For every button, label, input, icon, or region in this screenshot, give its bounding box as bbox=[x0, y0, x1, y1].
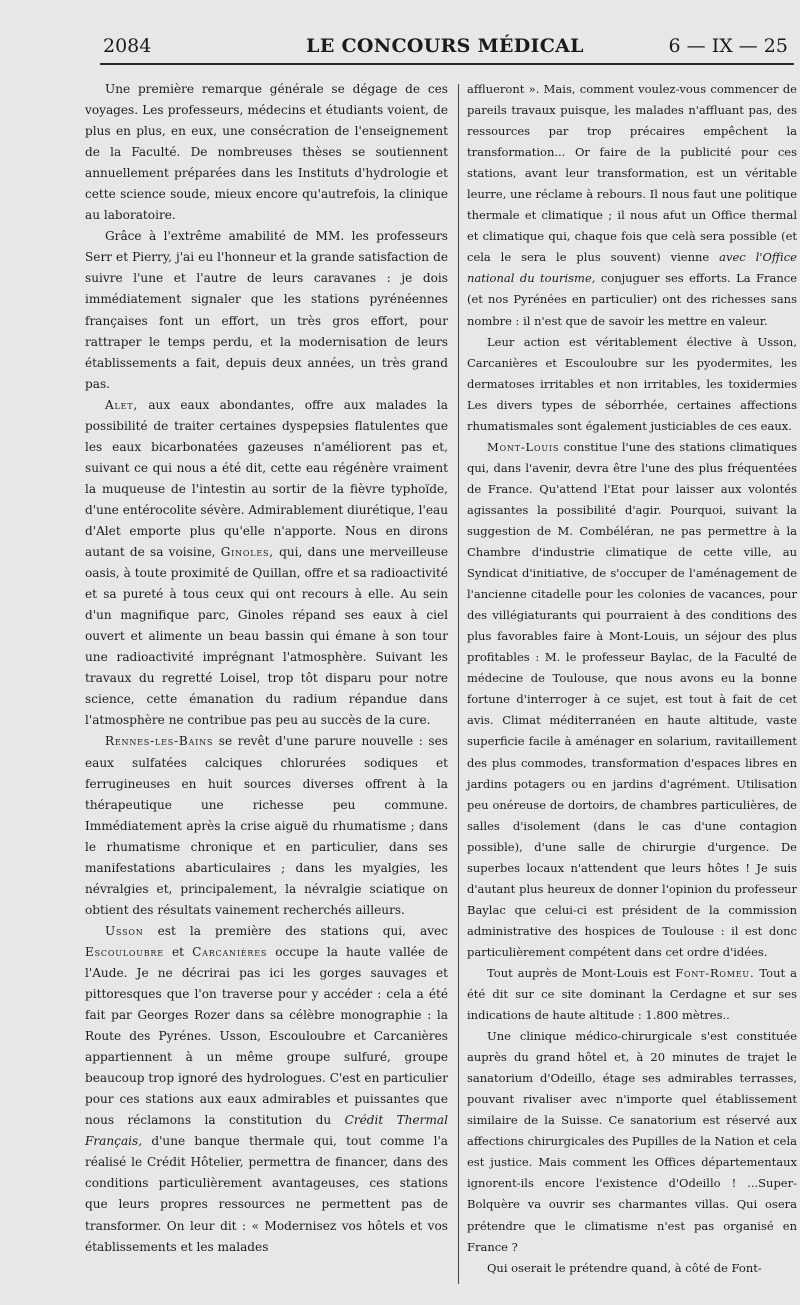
italic-text: avec l'Office national du tourisme, bbox=[467, 250, 797, 286]
paragraph-text: est la première des stations qui, avec bbox=[143, 923, 448, 938]
paragraph-text: Tout auprès de Mont-Louis est bbox=[487, 965, 676, 980]
station-name: Font-Romeu. bbox=[675, 965, 755, 980]
italic-text: Crédit Thermal Français, bbox=[85, 1113, 448, 1149]
paragraph-text: aux eaux abondantes, offre aux malades la possibilité de traiter certaines dyspepsies flatulentes que les eaux bicarbonatées gazeuses n'améliorent pas et, suivant ce qui nous a été dit, cette eau régénère vraiment la muqueuse de l'intestin au sortir de la fièvre typhoïde, d'une entérocolite sévère. Admirablement diurétique, l'eau d'Alet emporte plus qu'elle n'apporte. Nous en dirons autant de sa voisine, bbox=[85, 397, 448, 560]
paragraph-rennes bbox=[85, 731, 448, 920]
paragraph-text: occupe la haute vallée de l'Aude. Je ne décrirai pas ici les gorges sauvages et pittoresques que l'on traverse pour y accéder : cela a été fait par Georges Rozer dans sa célèbre monographie : la Route des Pyrénes. Usson, Escouloubre et Carcanières appartiennent à un même groupe sulfuré, groupe beaucoup trop ignoré des hydrologues. C'est en particulier pour ces stations aux eaux admirables et puissantes que nous réclamons la constitution du bbox=[85, 944, 448, 1128]
issue-date: 6 — IX — 25 bbox=[668, 35, 788, 57]
paragraph-text: Tout a été dit sur ce site dominant la Cerdagne et sur ses indications de haute altitude : 1.800 mètres.. bbox=[467, 965, 797, 1023]
paragraph-text: se revêt d'une parure nouvelle : ses eaux sulfatées calciques chlorurées sodiques et ferrugineuses en huit sources diverses offrent à la thérapeutique une richesse peu commune. Immédiatement après la crise aiguë du rhumatisme ; dans le rhumatisme chronique et en particulier, dans ses manifestations abarticulaires ; dans les myalgies, les névralgies et, principalement, la névralgie sciatique on obtient des résultats vainement recherchés ailleurs. bbox=[85, 734, 448, 917]
station-name: Escouloubre bbox=[85, 944, 164, 959]
running-header bbox=[100, 34, 790, 60]
station-name: Usson bbox=[105, 923, 144, 938]
paragraph: Leur action est véritablement élective à Usson, Carcanières et Escouloubre sur les pyodermites, les dermatoses irritables et non irritables, les toxidermies Les divers types de séborrhée, certaines affections rhumatismales sont également justiciables de ces eaux. bbox=[467, 334, 797, 433]
paragraph-usson bbox=[85, 921, 448, 1258]
right-column bbox=[467, 79, 797, 1279]
journal-title: LE CONCOURS MÉDICAL bbox=[306, 35, 584, 57]
station-name: Rennes-les-Bains bbox=[105, 734, 214, 749]
paragraph-mont-louis bbox=[467, 437, 797, 963]
left-column bbox=[85, 79, 448, 1258]
paragraph-text: afflueront ». Mais, comment voulez-vous commencer de pareils travaux puisque, les malades n'affluant pas, des ressources par trop précaires empêchent la transformation... Or faire de la publicité pour ces stations, avant leur transformation, est un véritable leurre, une réclame à rebours. Il nous faut une politique thermale et climatique ; il nous afut un Office thermal et climatique qui, chaque fois que celà sera possible (et cela le sera le plus souvent) vienne bbox=[467, 82, 797, 265]
paragraph-text: d'une banque thermale qui, tout comme l'a réalisé le Crédit Hôtelier, permettra de financer, dans des conditions particulièrement avantageuses, ces stations que leurs propres ressources ne permettent pas de transformer. On leur dit : « Modernisez vos hôtels et vos établissements et les malades bbox=[85, 1134, 448, 1254]
page-number: 2084 bbox=[103, 35, 152, 57]
station-name: Alet, bbox=[105, 397, 139, 412]
paragraph-text: conjuguer ses efforts. La France (et nos Pyrénées en particulier) ont des richesses sans nombre : il n'est que de savoir les mettre en valeur. bbox=[467, 271, 797, 328]
column-divider bbox=[458, 84, 459, 1284]
station-name: Mont-Louis bbox=[487, 439, 560, 454]
paragraph-text: constitue l'une des stations climatiques qui, dans l'avenir, devra être l'une des plus fréquentées de France. Qu'attend l'Etat pour laisser aux volontés agissantes la possibilité d'agir. Pourquoi, suivant la suggestion de M. Combéléran, ne pas permettre à la Chambre d'industrie climatique de cette ville, au Syndicat d'initiative, de s'occuper de l'aménagement de l'ancienne citadelle pour les colonies de vacances, pour des villégiaturants qui pourraient à des conditions des plus favorables faire à Mont-Louis, un séjour des plus profitables : M. le professeur Baylac, de la Faculté de médecine de Toulouse, que nous avons eu la bonne fortune d'interroger à ce sujet, est tout à fait de cet avis. Climat méditerranéen en haute altitude, vaste superficie facile à aménager en solarium, ravitaillement des plus commodes, transformation d'espaces libres en jardins potagers ou en jardins d'agrément. Utilisation peu onéreuse de dortoirs, de chambres particulières, de salles d'isolement (dans le cas d'une contagion possible), d'une salle de chirurgie d'urgence. De superbes locaux n'attendent que leurs hôtes ! Je suis d'autant plus heureux de donner l'opinion du professeur Baylac que celui-ci est président de la commission administrative des hospices de Toulouse : il est donc particulièrement compétent dans cet ordre d'idées. bbox=[467, 439, 797, 959]
paragraph: Une première remarque générale se dégage de ces voyages. Les professeurs, médecins et étudiants voient, de plus en plus, en eux, une consécration de l'enseignement de la Faculté. De nombreuses thèses se soutiennent annuellement préparées dans les Instituts d'hydrologie et cette science soude, mieux encore qu'autrefois, la clinique au laboratoire. bbox=[85, 82, 448, 223]
station-name: Ginoles, bbox=[220, 545, 274, 560]
paragraph bbox=[467, 79, 797, 332]
paragraph-text: qui, dans une merveilleuse oasis, à toute proximité de Quillan, offre et sa radioactivité et sa pureté à tous ceux qui ont recours à elle. Au sein d'un magnifique parc, Ginoles répand ses eaux à ciel ouvert et alimente un beau bassin qui émane à son tour une radioactivité imprégnant l'atmosphère. Suivant les travaux du regretté Loisel, trop tôt disparu pour notre science, cette émanation du radium répandue dans l'atmosphère ne contribue pas peu au succès de la cure. bbox=[85, 545, 448, 728]
paragraph: Grâce à l'extrême amabilité de MM. les professeurs Serr et Pierry, j'ai eu l'honneur et la grande satisfaction de suivre l'une et l'autre de leurs caravanes : je dois immédiatement signaler que les stations pyrénéennes françaises font un effort, un très gros effort, pour rattraper le temps perdu, et la modernisation de leurs établissements a fait, depuis deux années, un très grand pas. bbox=[85, 229, 448, 391]
header-rule bbox=[100, 63, 794, 65]
paragraph-alet bbox=[85, 395, 448, 732]
paragraph-font-romeu bbox=[467, 963, 797, 1026]
paragraph: Qui oserait le prétendre quand, à côté de Font- bbox=[487, 1260, 762, 1275]
station-name: Carcanières bbox=[192, 944, 268, 959]
paragraph: Une clinique médico-chirurgicale s'est constituée auprès du grand hôtel et, à 20 minutes de trajet le sanatorium d'Odeillo, étage ses admirables terrasses, pouvant rivaliser avec n'importe quel établissement similaire de la Suisse. Ce sanatorium est réservé aux affections chirurgicales des Pupilles de la Nation et cela est justice. Mais comment les Offices départementaux ignorent-ils encore l'existence d'Odeillo ! ...Super-Bolquère va ouvrir ses charmantes villas. Qui osera prétendre que le climatisme n'est pas organisé en France ? bbox=[467, 1029, 797, 1254]
paragraph-text: et bbox=[163, 944, 193, 959]
